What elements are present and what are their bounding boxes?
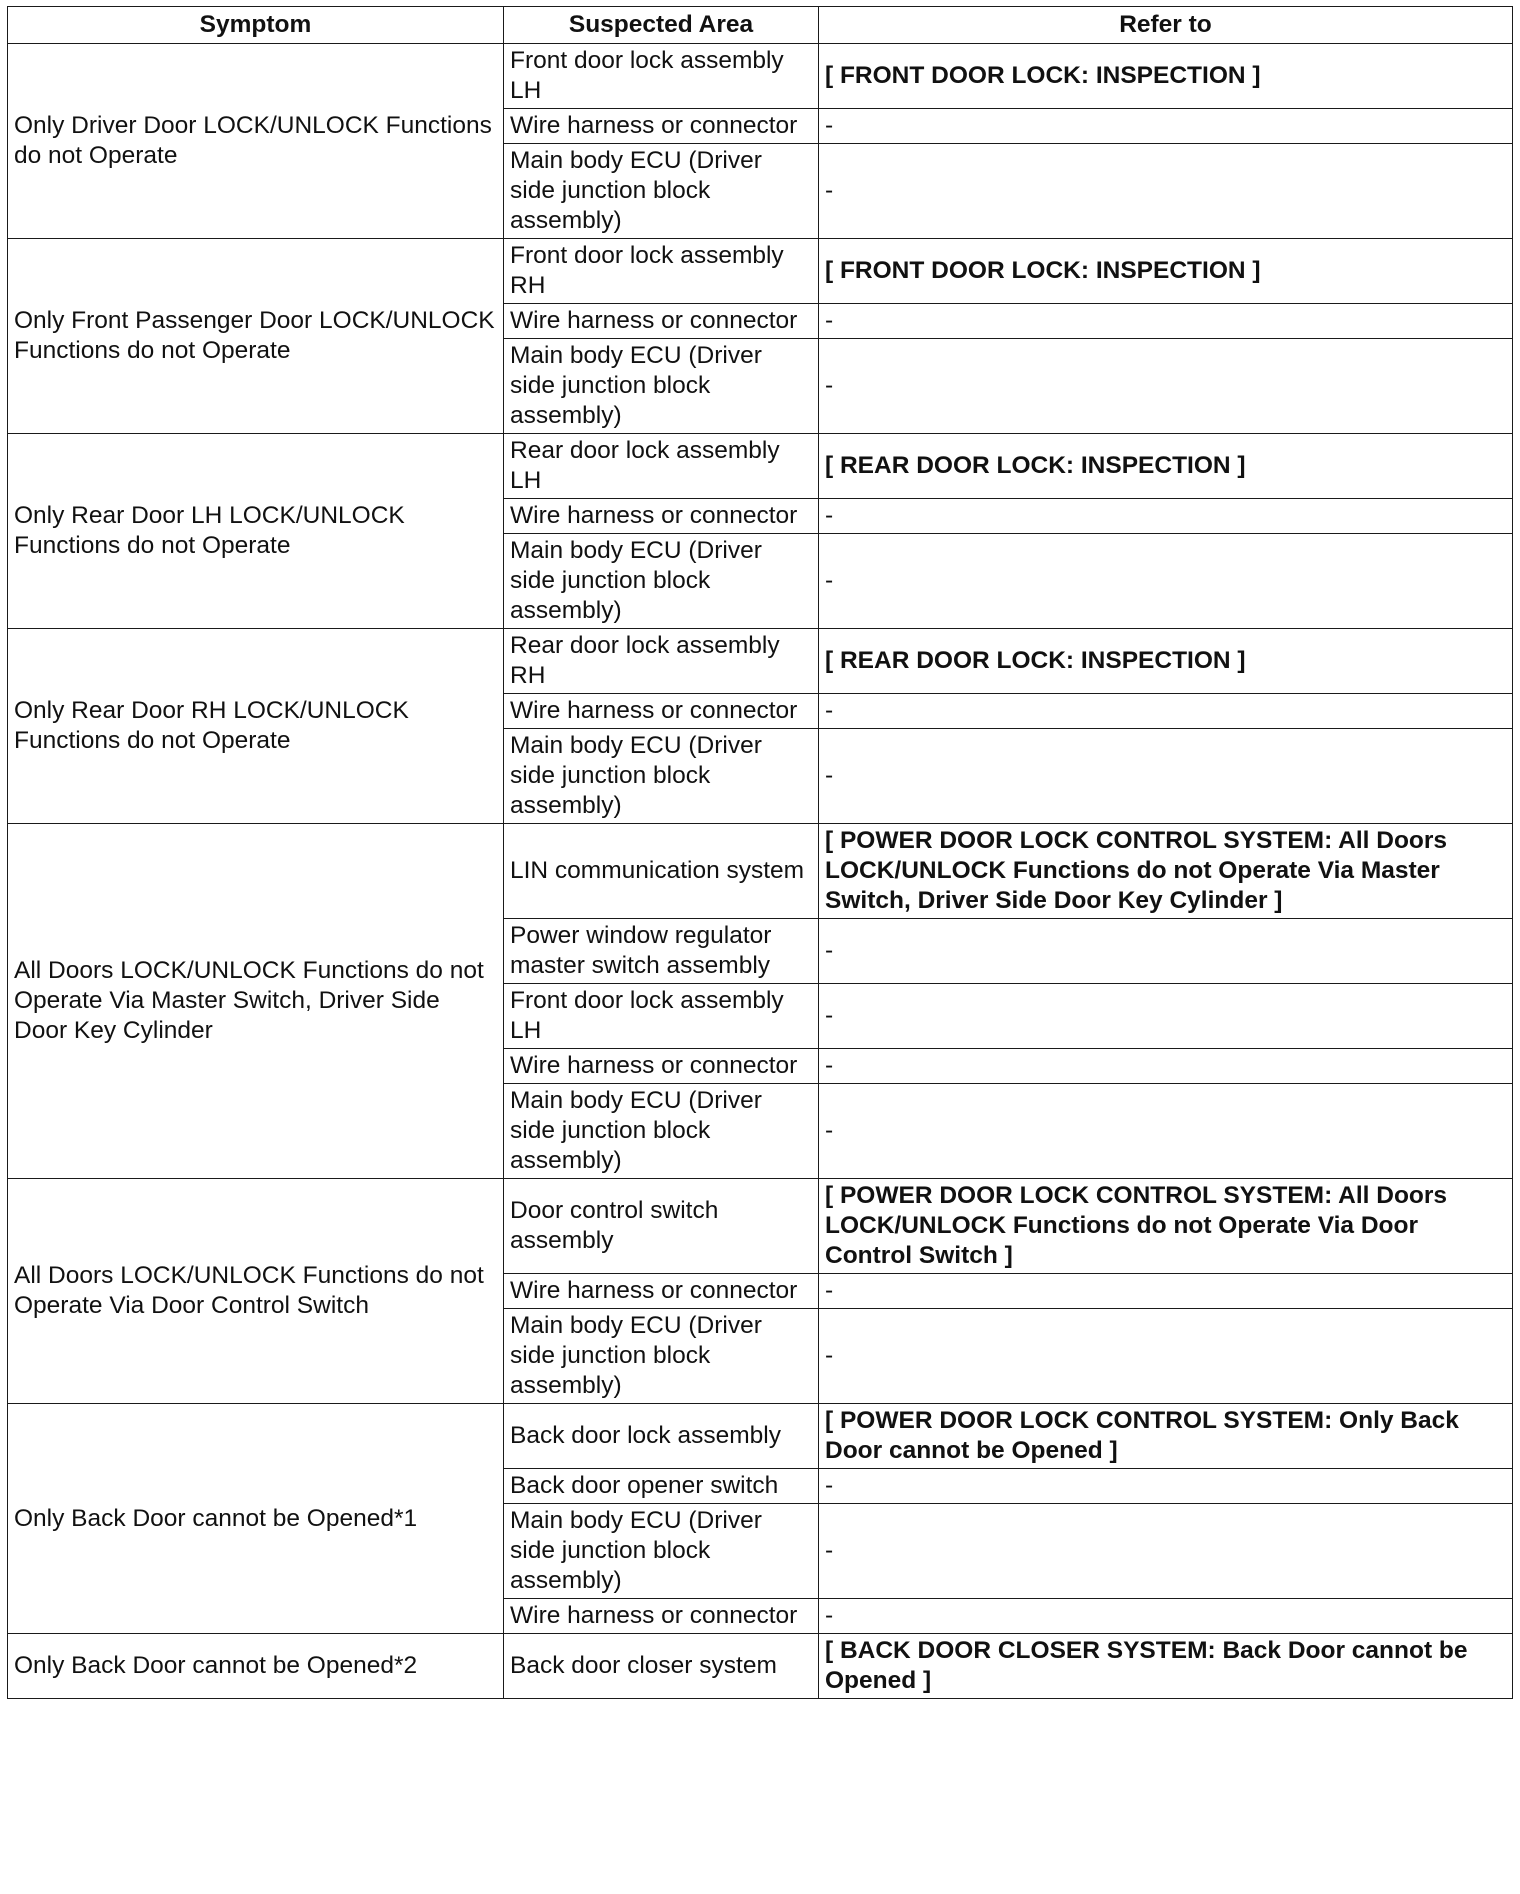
suspected-area-cell: Main body ECU (Driver side junction block assembly) [504, 1504, 819, 1599]
refer-to-cell: - [819, 694, 1513, 729]
refer-to-cell: - [819, 1309, 1513, 1404]
refer-to-cell: - [819, 109, 1513, 144]
symptom-cell: Only Back Door cannot be Opened*2 [8, 1634, 504, 1699]
suspected-area-cell: Wire harness or connector [504, 499, 819, 534]
refer-to-link[interactable]: [ FRONT DOOR LOCK: INSPECTION ] [819, 44, 1513, 109]
refer-to-cell: - [819, 144, 1513, 239]
suspected-area-cell: Main body ECU (Driver side junction block assembly) [504, 534, 819, 629]
table-row [8, 1404, 1513, 1469]
troubleshooting-table-wrapper [7, 6, 1513, 1699]
symptom-cell: Only Rear Door RH LOCK/UNLOCK Functions do not Operate [8, 629, 504, 824]
suspected-area-cell: Back door opener switch [504, 1469, 819, 1504]
refer-to-link[interactable]: [ POWER DOOR LOCK CONTROL SYSTEM: All Doors LOCK/UNLOCK Functions do not Operate Via Door Control Switch ] [819, 1179, 1513, 1274]
refer-to-cell: - [819, 919, 1513, 984]
suspected-area-cell: Wire harness or connector [504, 1274, 819, 1309]
refer-to-cell: - [819, 984, 1513, 1049]
symptom-cell: Only Front Passenger Door LOCK/UNLOCK Functions do not Operate [8, 239, 504, 434]
suspected-area-cell: Wire harness or connector [504, 1049, 819, 1084]
symptom-cell: Only Driver Door LOCK/UNLOCK Functions do not Operate [8, 44, 504, 239]
table-body [8, 44, 1513, 1699]
suspected-area-cell: Back door lock assembly [504, 1404, 819, 1469]
table-row [8, 629, 1513, 694]
suspected-area-cell: Front door lock assembly LH [504, 984, 819, 1049]
suspected-area-cell: Main body ECU (Driver side junction block assembly) [504, 339, 819, 434]
header-suspected-area: Suspected Area [504, 7, 819, 44]
table-row [8, 1634, 1513, 1699]
refer-to-cell: - [819, 499, 1513, 534]
symptom-cell: All Doors LOCK/UNLOCK Functions do not Operate Via Master Switch, Driver Side Door Key Cylinder [8, 824, 504, 1179]
refer-to-cell: - [819, 1469, 1513, 1504]
suspected-area-cell: Main body ECU (Driver side junction block assembly) [504, 1309, 819, 1404]
table-row [8, 434, 1513, 499]
refer-to-cell: - [819, 304, 1513, 339]
suspected-area-cell: Door control switch assembly [504, 1179, 819, 1274]
troubleshooting-table [7, 6, 1513, 1699]
refer-to-link[interactable]: [ POWER DOOR LOCK CONTROL SYSTEM: Only Back Door cannot be Opened ] [819, 1404, 1513, 1469]
header-refer-to: Refer to [819, 7, 1513, 44]
suspected-area-cell: Front door lock assembly LH [504, 44, 819, 109]
suspected-area-cell: Wire harness or connector [504, 109, 819, 144]
symptom-cell: All Doors LOCK/UNLOCK Functions do not Operate Via Door Control Switch [8, 1179, 504, 1404]
table-row [8, 1179, 1513, 1274]
table-row [8, 824, 1513, 919]
refer-to-cell: - [819, 729, 1513, 824]
refer-to-link[interactable]: [ FRONT DOOR LOCK: INSPECTION ] [819, 239, 1513, 304]
refer-to-link[interactable]: [ BACK DOOR CLOSER SYSTEM: Back Door cannot be Opened ] [819, 1634, 1513, 1699]
refer-to-link[interactable]: [ REAR DOOR LOCK: INSPECTION ] [819, 434, 1513, 499]
refer-to-cell: - [819, 339, 1513, 434]
symptom-cell: Only Rear Door LH LOCK/UNLOCK Functions do not Operate [8, 434, 504, 629]
header-symptom: Symptom [8, 7, 504, 44]
suspected-area-cell: Back door closer system [504, 1634, 819, 1699]
refer-to-cell: - [819, 1504, 1513, 1599]
table-row [8, 44, 1513, 109]
refer-to-cell: - [819, 534, 1513, 629]
refer-to-link[interactable]: [ POWER DOOR LOCK CONTROL SYSTEM: All Doors LOCK/UNLOCK Functions do not Operate Via Master Switch, Driver Side Door Key Cylinder ] [819, 824, 1513, 919]
table-header-row [8, 7, 1513, 44]
table-row [8, 239, 1513, 304]
suspected-area-cell: Wire harness or connector [504, 694, 819, 729]
suspected-area-cell: Wire harness or connector [504, 304, 819, 339]
suspected-area-cell: Rear door lock assembly RH [504, 629, 819, 694]
suspected-area-cell: Main body ECU (Driver side junction block assembly) [504, 144, 819, 239]
suspected-area-cell: Power window regulator master switch assembly [504, 919, 819, 984]
refer-to-link[interactable]: [ REAR DOOR LOCK: INSPECTION ] [819, 629, 1513, 694]
symptom-cell: Only Back Door cannot be Opened*1 [8, 1404, 504, 1634]
suspected-area-cell: Wire harness or connector [504, 1599, 819, 1634]
suspected-area-cell: LIN communication system [504, 824, 819, 919]
suspected-area-cell: Main body ECU (Driver side junction block assembly) [504, 729, 819, 824]
suspected-area-cell: Front door lock assembly RH [504, 239, 819, 304]
refer-to-cell: - [819, 1084, 1513, 1179]
refer-to-cell: - [819, 1274, 1513, 1309]
refer-to-cell: - [819, 1049, 1513, 1084]
suspected-area-cell: Main body ECU (Driver side junction block assembly) [504, 1084, 819, 1179]
suspected-area-cell: Rear door lock assembly LH [504, 434, 819, 499]
refer-to-cell: - [819, 1599, 1513, 1634]
